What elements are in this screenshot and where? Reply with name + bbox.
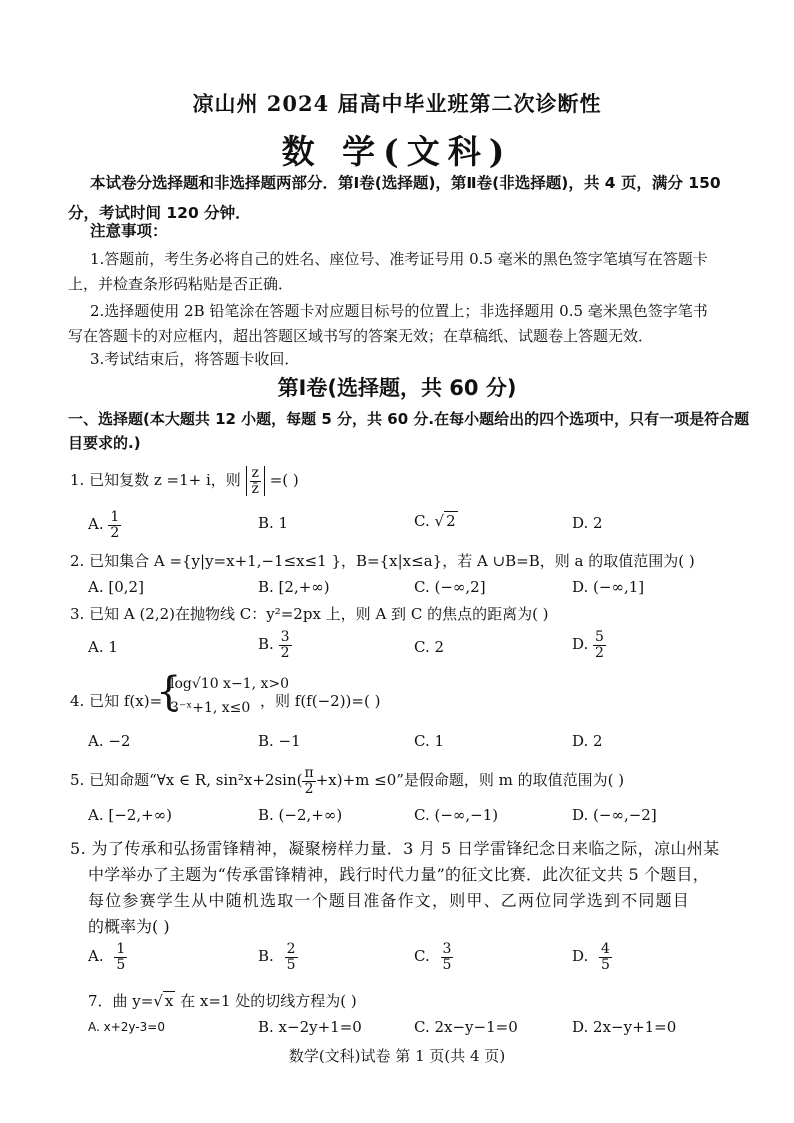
question-7-stem-end: 在 x=1 处的切线方程为( ) (175, 992, 357, 1010)
question-5-stem-text: 5. 已知命题“∀x ∈ R, sin²x+2sin( (70, 771, 303, 790)
question-1-option-c: C. √ 2 (414, 512, 456, 530)
option-label: D. (572, 947, 589, 966)
question-4-option-a: A. −2 (88, 732, 131, 750)
section-1-instruction-line-2: 目要求的.) (68, 434, 141, 452)
section-1-title: 第Ⅰ卷(选择题，共 60 分) (277, 376, 517, 400)
question-4-case-2: 3⁻ˣ+1, x≤0 (170, 700, 251, 716)
question-1-stem-text: 1. 已知复数 z =1+ i，则 (70, 471, 241, 490)
option-b-den: 2 (280, 644, 290, 661)
question-5-option-c: C. (−∞,−1) (414, 806, 499, 824)
question-2-stem: 2. 已知集合 A ={y|y=x+1,−1≤x≤1 }，B={x|x≤a}，若 A ∪B=B，则 a 的取值范围为( ) (70, 552, 695, 570)
question-5-stem (70, 766, 624, 796)
question-3-stem: 3. 已知 A (2,2)在抛物线 C：y²=2px 上，则 A 到 C 的焦点的距离为( ) (70, 605, 549, 623)
page-footer: 数学(文科)试卷 第 1 页(共 4 页) (288, 1047, 506, 1065)
option-b-num: 2 (286, 941, 296, 957)
question-1-stem-end: =( ) (269, 471, 299, 490)
intro-line-1: 本试卷分选择题和非选择题两部分．第Ⅰ卷(选择题)，第Ⅱ卷(非选择题)，共 4 页，满分 150 (90, 174, 721, 192)
question-2-option-c: C. (−∞,2] (414, 578, 486, 596)
option-a-num: 1 (110, 509, 120, 525)
option-label: B. (258, 635, 274, 654)
piecewise-brace: { (156, 669, 182, 715)
question-1-fraction (250, 466, 261, 496)
question-4-option-b: B. −1 (258, 732, 301, 750)
question-6-option-d (572, 942, 612, 972)
notice-item-3: 3.考试结束后，将答题卡收回． (90, 350, 300, 368)
option-a-num: 1 (116, 941, 126, 957)
notice-item-1-line-2: 上，并检查条形码粘贴是否正确． (68, 275, 294, 293)
question-1-fraction-den: z̄ (251, 480, 259, 497)
question-1-option-d: D. 2 (572, 514, 603, 532)
exam-subtitle: 数 学(文科) (281, 132, 513, 171)
question-6-line-4: 的概率为( ) (88, 917, 170, 936)
question-5-fraction-den: 2 (304, 780, 314, 797)
option-b-num: 3 (280, 629, 290, 645)
question-1-option-b: B. 1 (258, 514, 289, 532)
question-1-fraction-num: z (251, 465, 259, 481)
question-2-option-d: D. (−∞,1] (572, 578, 645, 596)
option-label: C. (414, 512, 430, 530)
question-4-option-c: C. 1 (414, 732, 445, 750)
question-4-option-d: D. 2 (572, 732, 603, 750)
question-7-option-a: A. x+2y-3=0 (88, 1020, 165, 1034)
question-6-option-c (414, 942, 453, 972)
option-b-den: 5 (286, 956, 296, 973)
option-label: A. (88, 515, 104, 534)
option-label: B. (258, 947, 274, 966)
question-7-option-b: B. x−2y+1=0 (258, 1018, 362, 1036)
option-d-num: 5 (595, 629, 604, 645)
exam-title: 凉山州 2024 届高中毕业班第二次诊断性 (192, 91, 602, 116)
notice-heading: 注意事项： (90, 222, 168, 240)
option-c-den: 5 (442, 956, 452, 973)
question-4-case-1: log√10 x−1, x>0 (170, 676, 290, 692)
question-6-option-a (88, 942, 127, 972)
option-label: D. (572, 635, 589, 654)
question-7-radicand: x (164, 992, 174, 1010)
question-5-stem-end: +x)+m ≤0”是假命题，则 m 的取值范围为( ) (315, 771, 625, 790)
notice-item-2-line-2: 写在答题卡的对应框内，超出答题区域书写的答案无效；在草稿纸、试题卷上答题无效． (68, 327, 654, 345)
option-label: C. (414, 947, 430, 966)
option-c-num: 3 (442, 941, 452, 957)
question-7-stem-text: 7．曲 y= (88, 992, 154, 1010)
question-2-option-a: A. [0,2] (88, 578, 144, 596)
question-7-option-d: D. 2x−y+1=0 (572, 1018, 677, 1036)
question-6-line-3: 每位参赛学生从中随机选取一个题目准备作文，则甲、乙两位同学选到不同题目 (88, 891, 691, 910)
question-6-line-1: 5. 为了传承和弘扬雷锋精神，凝聚榜样力量．3 月 5 日学雷锋纪念日来临之际，凉山州某 (70, 839, 720, 858)
option-label: A. (88, 947, 104, 966)
option-a-den: 2 (110, 524, 120, 541)
option-d-num: 4 (601, 941, 610, 957)
question-5-fraction-num: π (304, 765, 314, 781)
notice-item-2-line-1: 2.选择题使用 2B 铅笔涂在答题卡对应题目标号的位置上；非选择题用 0.5 毫米黑色签字笔书 (90, 302, 708, 320)
section-1-instruction-line-1: 一、选择题(本大题共 12 小题，每题 5 分，共 60 分.在每小题给出的四个选项中，只有一项是符合题 (68, 410, 750, 428)
question-4-stem-end: ，则 f(f(−2))=( ) (260, 692, 381, 710)
question-1-stem (70, 466, 299, 496)
question-1-abs-expression (246, 466, 265, 496)
intro-line-2: 分，考试时间 120 分钟． (68, 204, 251, 222)
question-3-option-a: A. 1 (88, 638, 118, 656)
option-d-den: 2 (595, 644, 604, 661)
question-3-option-c: C. 2 (414, 638, 445, 656)
question-5-option-d: D. (−∞,−2] (572, 806, 657, 824)
option-c-radicand: 2 (446, 512, 456, 530)
option-d-den: 5 (601, 956, 610, 973)
notice-item-1-line-1: 1.答题前，考生务必将自己的姓名、座位号、准考证号用 0.5 毫米的黑色签字笔填写在答题卡 (90, 250, 708, 268)
question-4-stem-start: 4. 已知 f(x)= (70, 692, 163, 710)
question-3-option-d (572, 630, 606, 660)
question-6-option-b (258, 942, 298, 972)
question-1-option-a (88, 510, 121, 540)
question-7-option-c: C. 2x−y−1=0 (414, 1018, 518, 1036)
option-a-den: 5 (116, 956, 126, 973)
question-5-option-a: A. [−2,+∞) (88, 806, 173, 824)
question-3-option-b (258, 630, 292, 660)
question-7-stem: 7．曲 y=√ x 在 x=1 处的切线方程为( ) (88, 992, 357, 1010)
question-6-line-2: 中学举办了主题为“传承雷锋精神，践行时代力量”的征文比赛．此次征文共 5 个题目， (88, 865, 709, 884)
question-5-option-b: B. (−2,+∞) (258, 806, 343, 824)
question-2-option-b: B. [2,+∞) (258, 578, 330, 596)
